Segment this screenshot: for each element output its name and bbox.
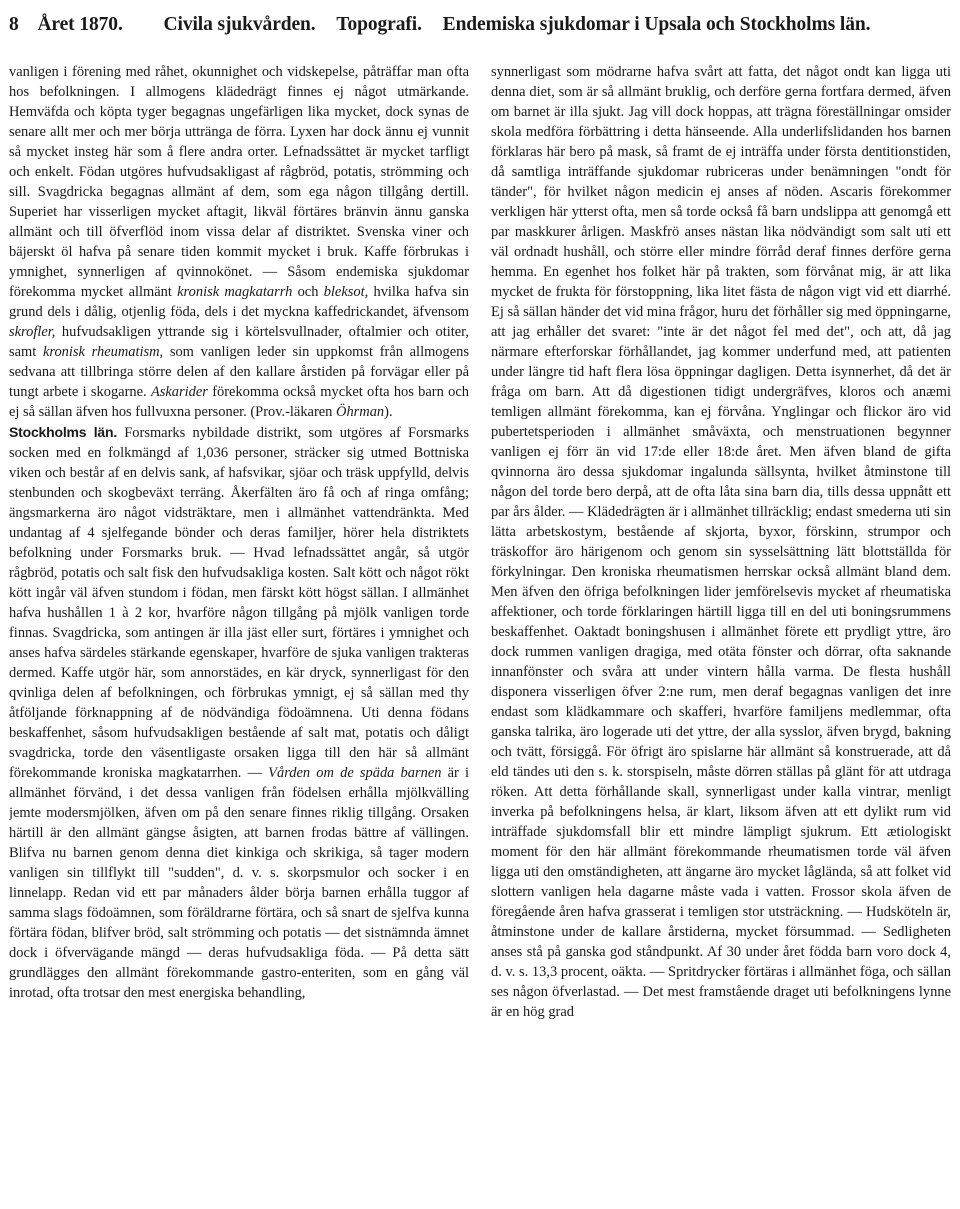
italic-term: kronisk rheumatism, [42,344,164,360]
text-run: som vanligen leder sin uppkomst från allmogens sedvana att tillbringa större delen af den kallare årstiden på forvägar eller på tungt arbete i skogarne. [9,344,469,400]
header-subsection: Topografi. [336,14,422,35]
header-topic: Endemiska sjukdomar i Upsala och Stockholms län. [442,14,871,35]
text-columns [9,62,951,1202]
left-column [9,62,469,1202]
right-paragraph: synnerligast som mödrarne hafva svårt att fatta, det något ondt kan ligga uti denna diet, som är så allmänt bruklig, och derföre gerna fortfara dermed, äfven om barnet är illa sjukt. Jag vill dock hoppas, att trägna föreställningar omsider skola medföra förbättring i detta hänseende. Alla underlifslidanden hos barnen förklaras här bero på mask, så framt de ej inträffa under första dentitionstiden, då samtliga inträffande sjukdomar rubriceras under benämningen "ondt för tänder", för hvilket någon medicin ej anses af nöden. Ascaris förekommer verkligen här ytterst ofta, men så torde också få barn undslippa att genomgå ett par maskkurer årligen. Maskfrö anses nästan lika nödvändigt som salt uti ett väl ordnadt hushåll, och större eller mindre förråd deraf finnes derföre gerna hemma. En egenhet hos folket här på trakten, som förvånat mig, är att lika mycket de frukta för förstoppning, lika litet fästa de någon vigt vid ett diarrhé. Ej så sällan händer det vid mina frågor, huru det förhåller sig med öppningarne, att jag erhåller det svaret: "inte är det något fel med det", och att, då jag närmare efterforskar förhållandet, jag kommer underfund med, att patienten under längre tid haft flera lösa öppningar dagligen. Detta isynnerhet, då det är fråga om barn. Att då digestionen tidigt undergräfves, kloros och anæmi temligen allmänt förekomma, kan ej förvåna. Ynglingar och flickor äro vid pubertetsperioden i allmänhet småväxta, och menstruationen begynner vanligen ej förr än vid 17:de eller 18:de året. Men äfven bland de gifta qvinnorna äro dessa sjukdomar ingalunda sällsynta, hvilket åtminstone till någon del torde bero derpå, att de ofta låta sina barn dia, tills dessa uppnått ett par års ålder. — Klädedrägten är i allmänhet tillräcklig; endast smederna uti sin lätta arbetskostym, bestående af skjorta, byxor, förskinn, strumpor och träskoffor äro härigenom och genom sin sysselsättning lätt blottställda för förkylningar. Den kroniska rheumatismen herrskar också allmänt bland dem. Men äfven den öfriga befolkningen lider jemförelsevis mycket af rheumatiska affektioner, och torde förklaringen härtill ligga till en del uti boningsrummens beskaffenhet. Oaktadt boningshusen i allmänhet förete ett prydligt yttre, äro dock rummen vanligen dragiga, med otäta fönster och dörrar, ofta saknande innanfönster och svåra att under vintern hålla varma. De flesta hushåll disponera visserligen öfver 2:ne rum, men deraf begagnas vanligen det inre endast som klädkammare och skafferi, hvarföre familjens medlemmar, ofta ganska talrika, äro logerade uti det yttre, der alla sysslor, äfven brygd, bakning och tvätt, försiggå. För öfrigt äro spislarne här allmänt så konstruerade, att då eld tändes uti den s. k. storspiseln, måste dörren ställas på glänt för att utdraga röken. Att detta förhållande skall, synnerligast under kalla vintrar, menligt inverka på befolkningens helsa, är klart, liksom äfven att ett dylikt rum vid inträffade sjukdomsfall blir ett mindre lämpligt sjukrum. Ett ætiologiskt moment för den här allmänt förekommande rheumatismen torde väl äfven ligga uti den omständigheten, att ängarne äro mycket låglända, så att folket vid slottern vanligen hela dagarne måste vada i vatten. Frossor skola äfven de föregående åren hafva grasserat i temligen stor utsträckning. — Hudsköteln är, åtminstone under de kallare årstiderna, mycket försummad. — Sedligheten anses stå på ganska god ståndpunkt. Af 30 under året födda barn voro dock 4, d. v. s. 13,3 procent, oäkta. — Spritdrycker förtäras i allmänhet föga, och sällan ses någon öfverlastad. — Det mest framstående draget uti befolkningens lynne är en hög grad [491,64,951,1020]
section-title-stockholms-lan: Stockholms län. [9,424,118,440]
right-column [491,62,951,1202]
text-run: vanligen i förening med råhet, okunnighet och vidskepelse, påträffar man ofta hos befolkningen. I allmogens klädedrägt finnes ej något utmärkande. Hemväfda och köpta tyger begagnas ungefärligen lika mycket, dock synas de senare allt mer och mer börja utträngа de förra. Lyxen har dock ännu ej vunnit så mycket insteg här som å flere andra orter. Lefnadssättet är mycket tarfligt och enkelt. Födan utgöres hufvudsakligast af rågbröd, potatis, strömming och sill. Svagdricka begagnas allmänt af dem, som ega någon tillgång dertill. Superiet har visserligen mycket aftagit, likväl förtäres bränvin ännu ganska allmänt och till öfverflöd inom vissa delar af distriktet. Svenska viner och bäjerskt öl hafva på senare tiden kommit mycket i bruk. Kaffe förbrukas i ymnighet, synnerligen af qvinnokönet. — Såsom endemiska sjukdomar förekomma mycket allmänt [9,64,469,300]
text-run: hvilka hafva sin grund dels i dålig, otjenlig föda, dels i det myckna kaffedrickandet, äfvensom [9,284,469,320]
left-paragraph-stockholm [9,422,469,1003]
left-paragraph-upsala [9,62,469,422]
text-run: är i allmänhet förvänd, i det dessa vanligen från födelsen erhålla mjölkvälling jemte modersmjölken, äfven om på den senare finnes riklig tillgång. Orsaken härtill är den allmänt gängse åsigten, att barnen frodas bättre af vällingen. Blifva nu barnen genom denna diet kinkiga och skrikiga, så tager modern vanligen sin tillflykt till "sudden", d. v. s. skorpsmulor och socker i en linnelapp. Redan vid ett par månaders ålder börja barnen erhålla tuggor af samma slags födoämnen, som föräldrarne förtära, och så snart de sjelfva kunna förtära födan, blifver bröd, salt strömming och potatis — det sistnämnda ämnet dock i öfvervägande mängd — deras hufvudsakliga föda. — På detta sätt grundlägges den allmänt förekommande gastro-enteriten, som en gång väl inrotad, ofta trotsar den mest energiska behandling, [9,765,469,1001]
italic-term: Öhrman [336,404,385,420]
italic-term: Askarider [150,384,208,400]
italic-term: skrofler, [9,324,56,340]
text-run: hufvudsakligen yttrande sig i körtelsvullnader, oftalmier och otiter, samt [9,324,469,360]
text-run: ). [384,404,393,420]
text-run: och [292,284,324,300]
text-run: Forsmarks nybildade distrikt, som utgöres af Forsmarks socken med en folkmängd af 1,036 personer, sträcker sig utmed Bottniska viken och består af en delvis sank, af hafsvikar, sjöar och träsk uppfylld, delvis stenbunden och skogbeväxt terräng. Åkerfälten äro få och af ringa omfång; ängsmarkerna äro något vidsträktare, men i allmänhet vattendränkta. Med undantag af 4 sjelfegande bönder och deras familjer, hörer hela distriktets befolkning under Forsmarks bruk. — Hvad lefnadssättet angår, så utgör rågbröd, potatis och salt fisk den hufvudsakliga kosten. Salt kött och något rökt kött ingår väl äfven stundom i födan, men färskt kött högst sällan. I allmänhet hafva hushållen 1 à 2 kor, hvarföre någon tillgång på mjölk vanligen torde finnas. Svagdricka, som antingen är illa jäst eller surt, förtäres i ymnighet och anses hafva särdeles stärkande egenskaper, hvarföre de sjuka vanligen trakteras dermed. Kaffe utgör här, som annorstädes, en kär dryck, synnerligast för den qvinliga delen af befolkningen, och förbrukas ymnigt, ej så sällan med thy åtföljande förknappning af de nödvändiga födoämnena. Uti denna födans beskaffenhet, såsom hufvudsakligen bestående af salt mat, potatis och dåligt svagdricka, torde den väsentligaste orsaken ligga till den här så allmänt förekommande kroniska magkatarrhen. — [9,425,469,781]
header-section: Civila sjukvården. [163,14,316,35]
italic-term: bleksot, [323,284,369,300]
header-year: Året 1870. [37,14,123,35]
text-run: förekomma också mycket ofta hos barn och ej så sällan äfven hos fullvuxna personer. (Prov.-läkaren [9,384,469,420]
page-number: 8 [9,14,19,35]
italic-term: Vården om de späda barnen [268,765,442,781]
italic-term: kronisk magkatarrh [177,284,293,300]
running-header [9,14,948,44]
